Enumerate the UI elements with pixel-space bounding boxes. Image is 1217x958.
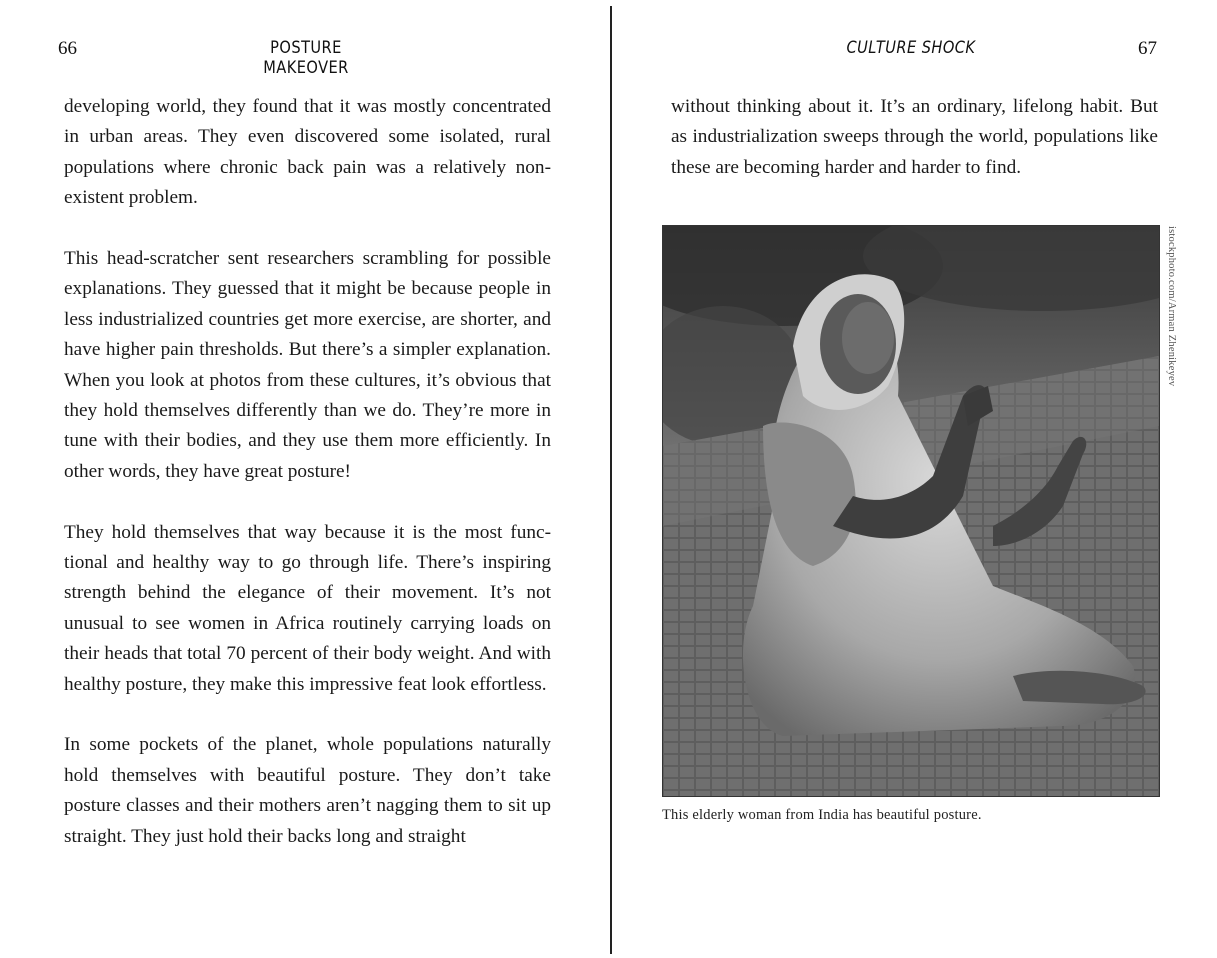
paragraph: They hold themselves that way because it is the most functional and healthy way to go through life. There’s inspiring strength behind the elegance of their movement. It’s not unusual to see women in Africa routinely carrying loads on their heads that total 70 percent of their body weight. And with healthy posture, they make this impressive feat look effortless. bbox=[64, 521, 551, 695]
paragraph: In some pockets of the planet, whole populations naturally hold themselves with beautiful posture. They don’t take posture classes and their mothers aren’t nagging them to sit up straight. They just hold their backs long and straight bbox=[64, 734, 551, 847]
body-text bbox=[671, 92, 1158, 183]
page-number: 67 bbox=[1138, 38, 1157, 59]
page-number: 66 bbox=[58, 38, 77, 59]
paragraph: developing world, they found that it was mostly concentrated in urban areas. They even discovered some isolated, rural populations where chronic back pain was a relatively non-existent problem. bbox=[64, 96, 551, 209]
paragraph: without thinking about it. It’s an ordinary, lifelong habit. But as industrialization sweeps through the world, populations like these are becoming harder and harder to find. bbox=[671, 96, 1158, 178]
photo-illustration bbox=[663, 226, 1159, 796]
right-page bbox=[612, 0, 1217, 958]
photo-elderly-woman bbox=[662, 225, 1160, 797]
running-head: POSTURE MAKEOVER bbox=[263, 38, 349, 78]
photo-credit: istockphoto.com/Arman Zhenikeyev bbox=[1166, 226, 1177, 387]
body-text bbox=[64, 92, 551, 852]
photo-caption: This elderly woman from India has beautiful posture. bbox=[662, 807, 982, 823]
paragraph: This head-scratcher sent researchers scrambling for possible explanations. They guessed that it might be because people in less industrialized countries get more exercise, are shorter, and have higher pain thresholds. But there’s a simpler explanation. When you look at photos from these cultures, it’s obvious that they hold themselves differently than we do. They’re more in tune with their bodies, and they use them more efficiently. In other words, they have great posture! bbox=[64, 248, 551, 482]
running-head: CULTURE SHOCK bbox=[846, 38, 976, 58]
